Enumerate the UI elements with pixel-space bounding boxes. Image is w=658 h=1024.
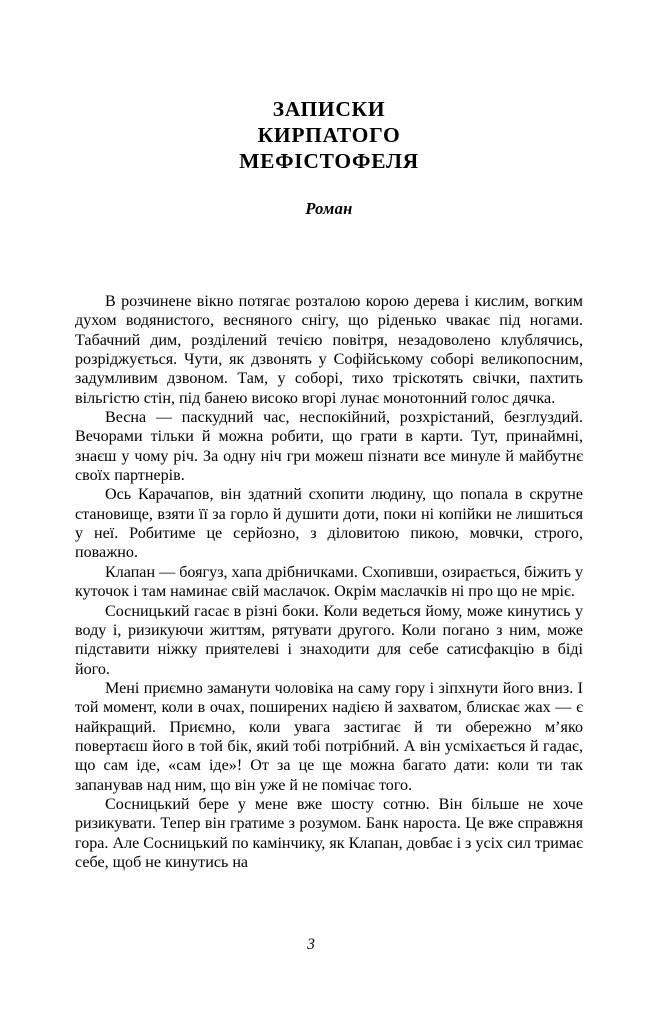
paragraph: Ось Карачапов, він здатний схопити людину, що попала в скрутне становище, взяти її за горло й душити доти, поки ні копійки не лишиться у неї. Робитиме це серйозно, з діловитою пикою, мовчки, строго, поважно. (75, 486, 583, 562)
subtitle-genre: Роман (305, 198, 353, 218)
page-title (75, 96, 583, 175)
title-line-2: КИРПАТОГО (257, 123, 401, 148)
paragraph: Клапан — боягуз, хапа дрібничками. Схопивши, озирається, біжить у куточок і там наминає свій маслачок. Окрім маслачків ні про що не мріє. (75, 563, 583, 601)
paragraph: Весна — паскудний час, неспокійний, розхрістаний, безглуздий. Вечорами тільки й можна робити, що грати в карти. Тут, принаймні, знаєш у чому річ. За одну ніч гри можеш пізнати все минуле й майбутнє своїх партнерів. (75, 409, 583, 485)
paragraph: В розчинене вікно потягає розталою корою дерева і кислим, вогким духом водянистого, весняного снігу, що ріденько чвакає під ногами. Табачний дим, розділений течією повітря, незадоволено клублячись, розріджується. Чути, як дзвонять у Софійському соборі великопосним, задумливим дзвоном. Там, у соборі, тихо тріскотять свічки, пахтить вільгістю стін, під банею високо вгорі лунає монотонний голос дячка. (75, 293, 583, 407)
title-line-1: ЗАПИСКИ (272, 97, 386, 121)
paragraph: Сосницький гасає в різні боки. Коли ведеться йому, може кинутись у воду і, ризикуючи життям, рятувати другого. Коли погано з ним, може підставити ніжку приятелеві і знаходити для себе сатисфакцію в біді його. (75, 602, 583, 678)
page-number: 3 (307, 936, 315, 953)
title-line-3: МЕФІСТОФЕЛЯ (239, 149, 419, 174)
paragraph: Сосницький бере у мене вже шосту сотню. Він більше не хоче ризикувати. Тепер він гратиме з розумом. Банк нароста. Це вже справжня гора. Але Сосницький по камінчику, як Клапан, довбає і з усіх сил тримає себе, щоб не кинутись на (75, 795, 583, 871)
body-text (75, 292, 583, 872)
title-block (75, 96, 583, 219)
paragraph: Мені приємно заманути чоловіка на саму гору і зіпхнути його вниз. І той момент, коли в очах, поширених надією й захватом, блискає жах — є найкращий. Приємно, коли увага застигає й ти обережно м’яко повертаєш його в той бік, який тобі потрібний. А він усміхається й гадає, що сам іде, «сам іде»! От за це ще можна багато дати: коли ти так запанував над ним, що він уже й не помічає того. (75, 679, 583, 794)
